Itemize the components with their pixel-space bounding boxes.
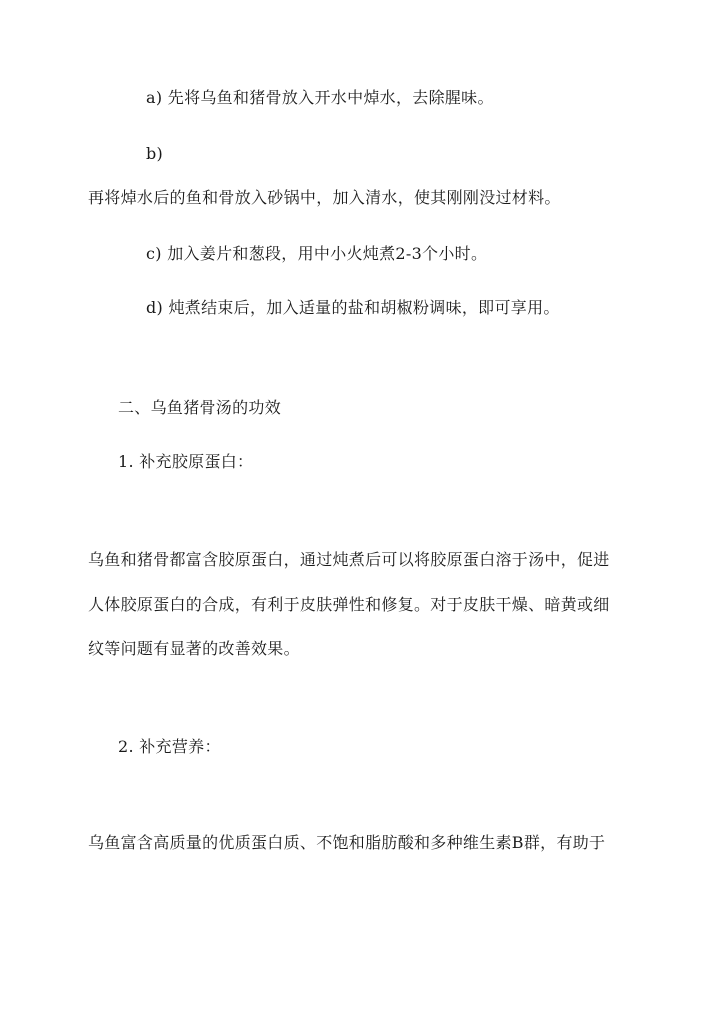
step-a: a) 先将乌鱼和猪骨放入开水中焯水，去除腥味。: [146, 88, 494, 107]
item2-paragraph-line1: 乌鱼富含高质量的优质蛋白质、不饱和脂肪酸和多种维生素B群，有助于: [88, 833, 606, 852]
step-b-text: 再将焯水后的鱼和骨放入砂锅中，加入清水，使其刚刚没过材料。: [88, 188, 561, 207]
item1-heading: 1. 补充胶原蛋白：: [118, 452, 254, 471]
item1-paragraph-line3: 纹等问题有显著的改善效果。: [88, 639, 300, 658]
step-c: c) 加入姜片和葱段，用中小火炖煮2-3个小时。: [146, 244, 488, 263]
step-b-marker: b): [146, 144, 164, 163]
item1-paragraph-line2: 人体胶原蛋白的合成，有利于皮肤弹性和修复。对于皮肤干燥、暗黄或细: [88, 595, 610, 614]
section-heading: 二、乌鱼猪骨汤的功效: [118, 398, 282, 417]
step-d: d) 炖煮结束后，加入适量的盐和胡椒粉调味，即可享用。: [146, 298, 560, 317]
item2-heading: 2. 补充营养：: [118, 737, 221, 756]
item1-paragraph-line1: 乌鱼和猪骨都富含胶原蛋白，通过炖煮后可以将胶原蛋白溶于汤中，促进: [88, 550, 610, 569]
